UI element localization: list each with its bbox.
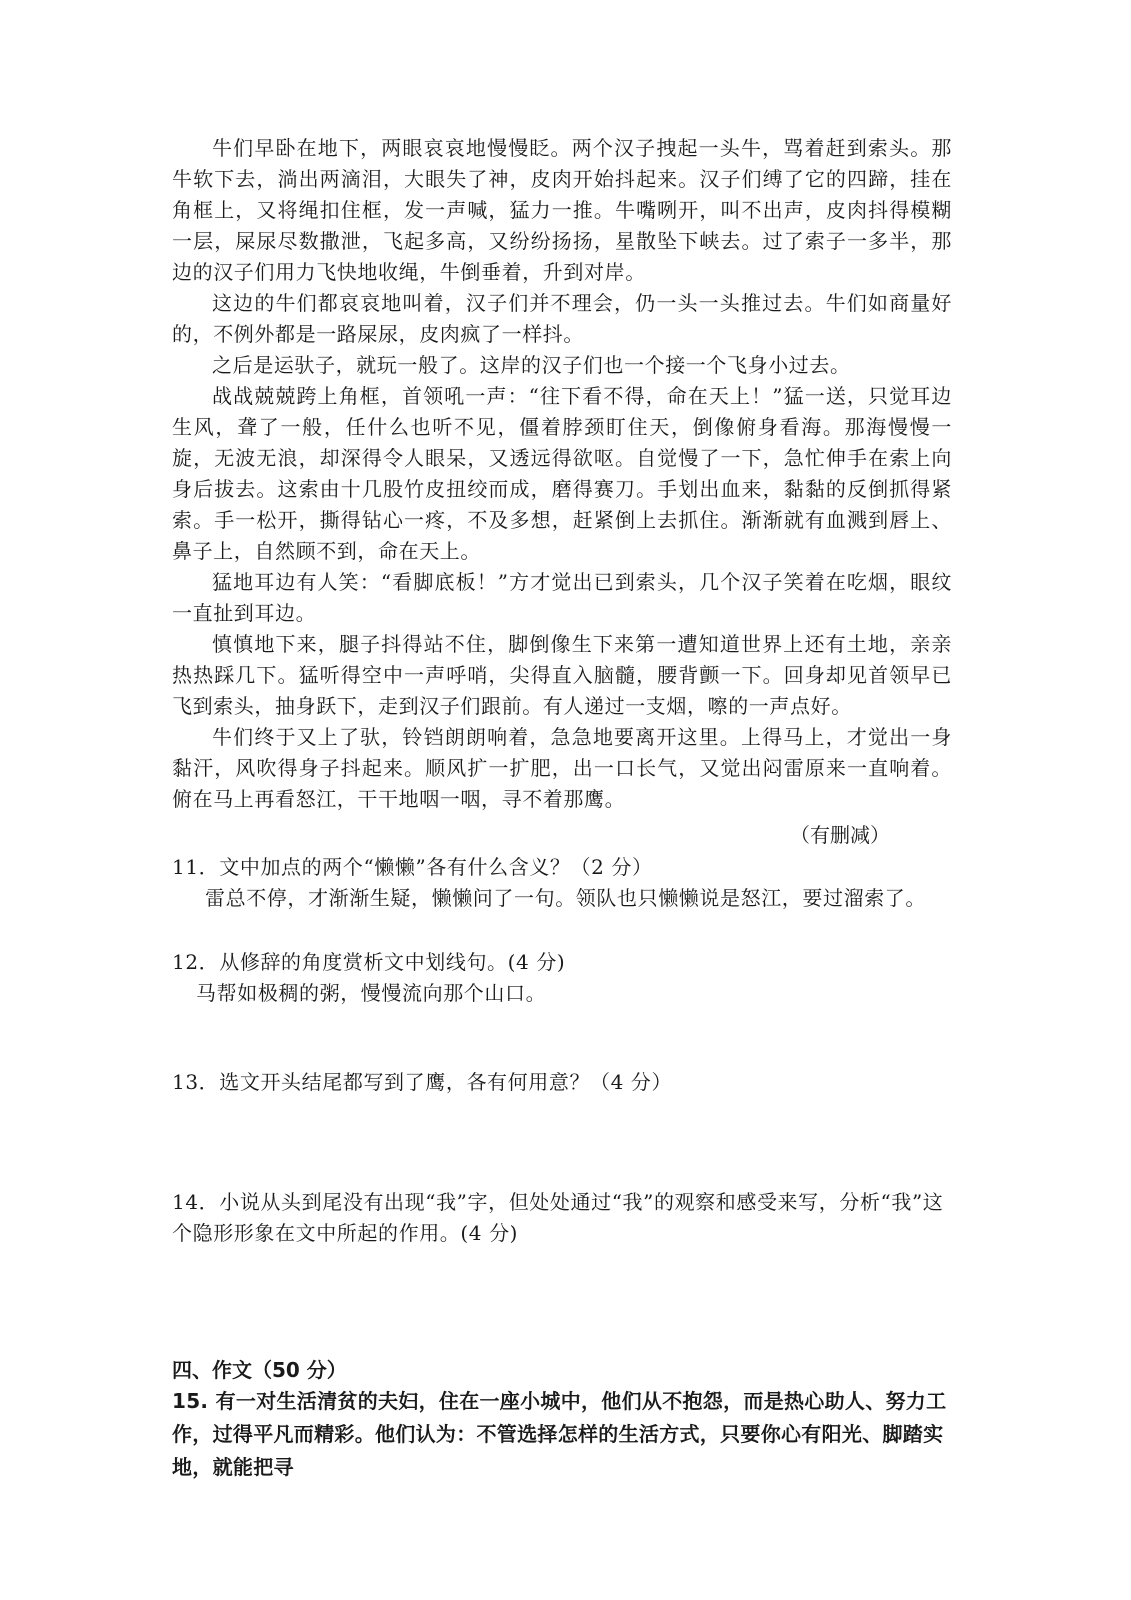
passage-paragraph: 战战兢兢跨上角框，首领吼一声：“往下看不得，命在天上！”猛一送，只觉耳边生风，聋了一般，任什么也听不见，僵着脖颈盯住天，倒像俯身看海。那海慢慢一旋，无波无浪，却深得令人眼呆，又透远得欲呕。自觉慢了一下，急忙伸手在索上向身后拔去。这索由十几股竹皮扭绞而成，磨得赛刀。手划出血来，黏黏的反倒抓得紧索。手一松开，撕得钻心一疼，不及多想，赶紧倒上去抓住。渐渐就有血溅到唇上、鼻子上，自然顾不到，命在天上。 (172, 384, 952, 563)
question-12: 12．从修辞的角度赏析文中划线句。(4 分) (172, 950, 566, 974)
question-14: 14．小说从头到尾没有出现“我”字，但处处通过“我”的观察和感受来写，分析“我”这个隐形形象在文中所起的作用。(4 分) (172, 1190, 944, 1245)
passage-paragraph: 之后是运驮子，就玩一般了。这岸的汉子们也一个接一个飞身小过去。 (212, 353, 851, 377)
passage-paragraph: 牛们终于又上了驮，铃铛朗朗响着，急急地要离开这里。上得马上，才觉出一身黏汗，风吹得身子抖起来。顺风扩一扩肥，出一口长气，又觉出闷雷原来一直响着。俯在马上再看怒江，干干地咽一咽，寻不着那鹰。 (172, 725, 952, 811)
passage-paragraph: 牛们早卧在地下，两眼哀哀地慢慢眨。两个汉子拽起一头牛，骂着赶到索头。那牛软下去，淌出两滴泪，大眼失了神，皮肉开始抖起来。汉子们缚了它的四蹄，挂在角框上，又将绳扣住框，发一声喊，猛力一推。牛嘴咧开，叫不出声，皮肉抖得模糊一层，屎尿尽数撒泄，飞起多高，又纷纷扬扬，星散坠下峡去。过了索子一多半，那边的汉子们用力飞快地收绳，牛倒垂着，升到对岸。 (172, 136, 952, 284)
question-11: 11．文中加点的两个“懒懒”各有什么含义？（2 分） (172, 855, 653, 879)
question-12-quote: 马帮如极稠的粥，慢慢流向那个山口。 (196, 981, 547, 1005)
section-title: 四、作文（50 分） (172, 1358, 347, 1382)
question-11-quote: 雷总不停，才渐渐生疑，懒懒问了一句。领队也只懒懒说是怒江，要过溜索了。 (205, 886, 926, 910)
abridged-note: （有删减） (790, 823, 890, 847)
passage-paragraph: 慎慎地下来，腿子抖得站不住，脚倒像生下来第一遭知道世界上还有土地，亲亲热热踩几下。猛听得空中一声呼哨，尖得直入脑髓，腰背颤一下。回身却见首领早已飞到索头，抽身跃下，走到汉子们跟前。有人递过一支烟，嚓的一声点好。 (172, 632, 952, 718)
passage-paragraph: 这边的牛们都哀哀地叫着，汉子们并不理会，仍一头一头推过去。牛们如商量好的，不例外都是一路屎尿，皮肉疯了一样抖。 (172, 291, 952, 346)
question-13: 13．选文开头结尾都写到了鹰，各有何用意？（4 分） (172, 1070, 673, 1094)
passage (172, 133, 952, 815)
passage-paragraph: 猛地耳边有人笑：“看脚底板！”方才觉出已到索头，几个汉子笑着在吃烟，眼纹一直扯到耳边。 (172, 570, 952, 625)
essay-prompt: 15. 有一对生活清贫的夫妇，住在一座小城中，他们从不抱怨，而是热心助人、努力工作，过得平凡而精彩。他们认为：不管选择怎样的生活方式，只要你心有阳光、脚踏实地，就能把寻 (172, 1389, 947, 1479)
